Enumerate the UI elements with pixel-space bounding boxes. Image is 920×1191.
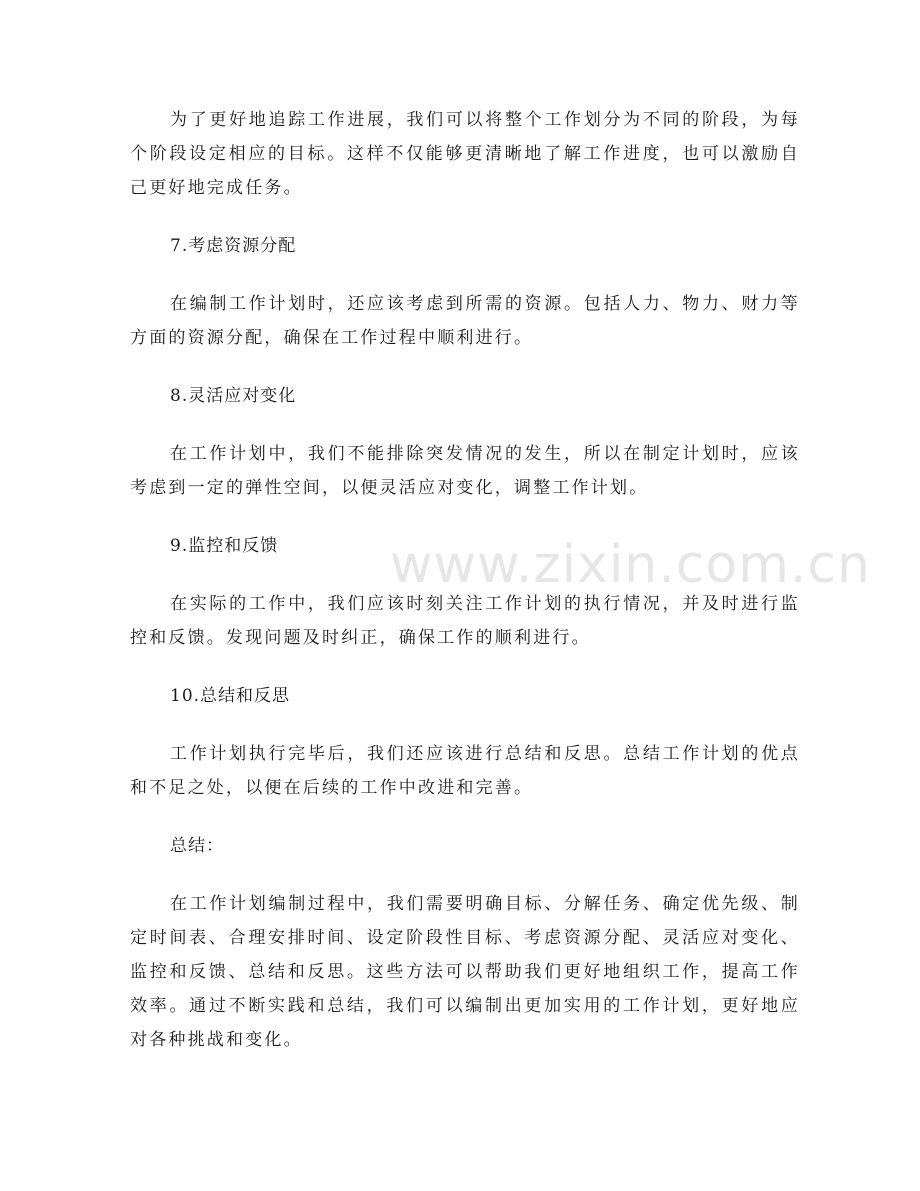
paragraph-monitoring-feedback: 在实际的工作中，我们应该时刻关注工作计划的执行情况，并及时进行监控和反馈。发现问题及时纠正，确保工作的顺利进行。 [130,594,800,648]
paragraph-summary-reflection: 工作计划执行完毕后，我们还应该进行总结和反思。总结工作计划的优点和不足之处，以便在后续的工作中改进和完善。 [130,744,800,798]
heading-resource-allocation: 7.考虑资源分配 [170,236,297,256]
watermark-text: www.zixin.com.cn [390,535,871,595]
heading-monitoring-feedback: 9.监控和反馈 [170,536,279,556]
paragraph-flexible-response: 在工作计划中，我们不能排除突发情况的发生，所以在制定计划时，应该考虑到一定的弹性空间，以便灵活应对变化，调整工作计划。 [130,444,800,498]
paragraph-stage-goals: 为了更好地追踪工作进展，我们可以将整个工作划分为不同的阶段，为每个阶段设定相应的目标。这样不仅能够更清晰地了解工作进度，也可以激励自己更好地完成任务。 [130,110,800,198]
paragraph-resource-allocation: 在编制工作计划时，还应该考虑到所需的资源。包括人力、物力、财力等方面的资源分配，确保在工作过程中顺利进行。 [130,294,800,348]
heading-flexible-response: 8.灵活应对变化 [170,386,297,406]
document-body [130,103,800,1081]
heading-conclusion: 总结： [170,836,224,856]
paragraph-conclusion: 在工作计划编制过程中，我们需要明确目标、分解任务、确定优先级、制定时间表、合理安排时间、设定阶段性目标、考虑资源分配、灵活应对变化、监控和反馈、总结和反思。这些方法可以帮助我们更好地组织工作，提高工作效率。通过不断实践和总结，我们可以编制出更加实用的工作计划，更好地应对各种挑战和变化。 [130,894,800,1050]
heading-summary-reflection: 10.总结和反思 [170,686,291,706]
